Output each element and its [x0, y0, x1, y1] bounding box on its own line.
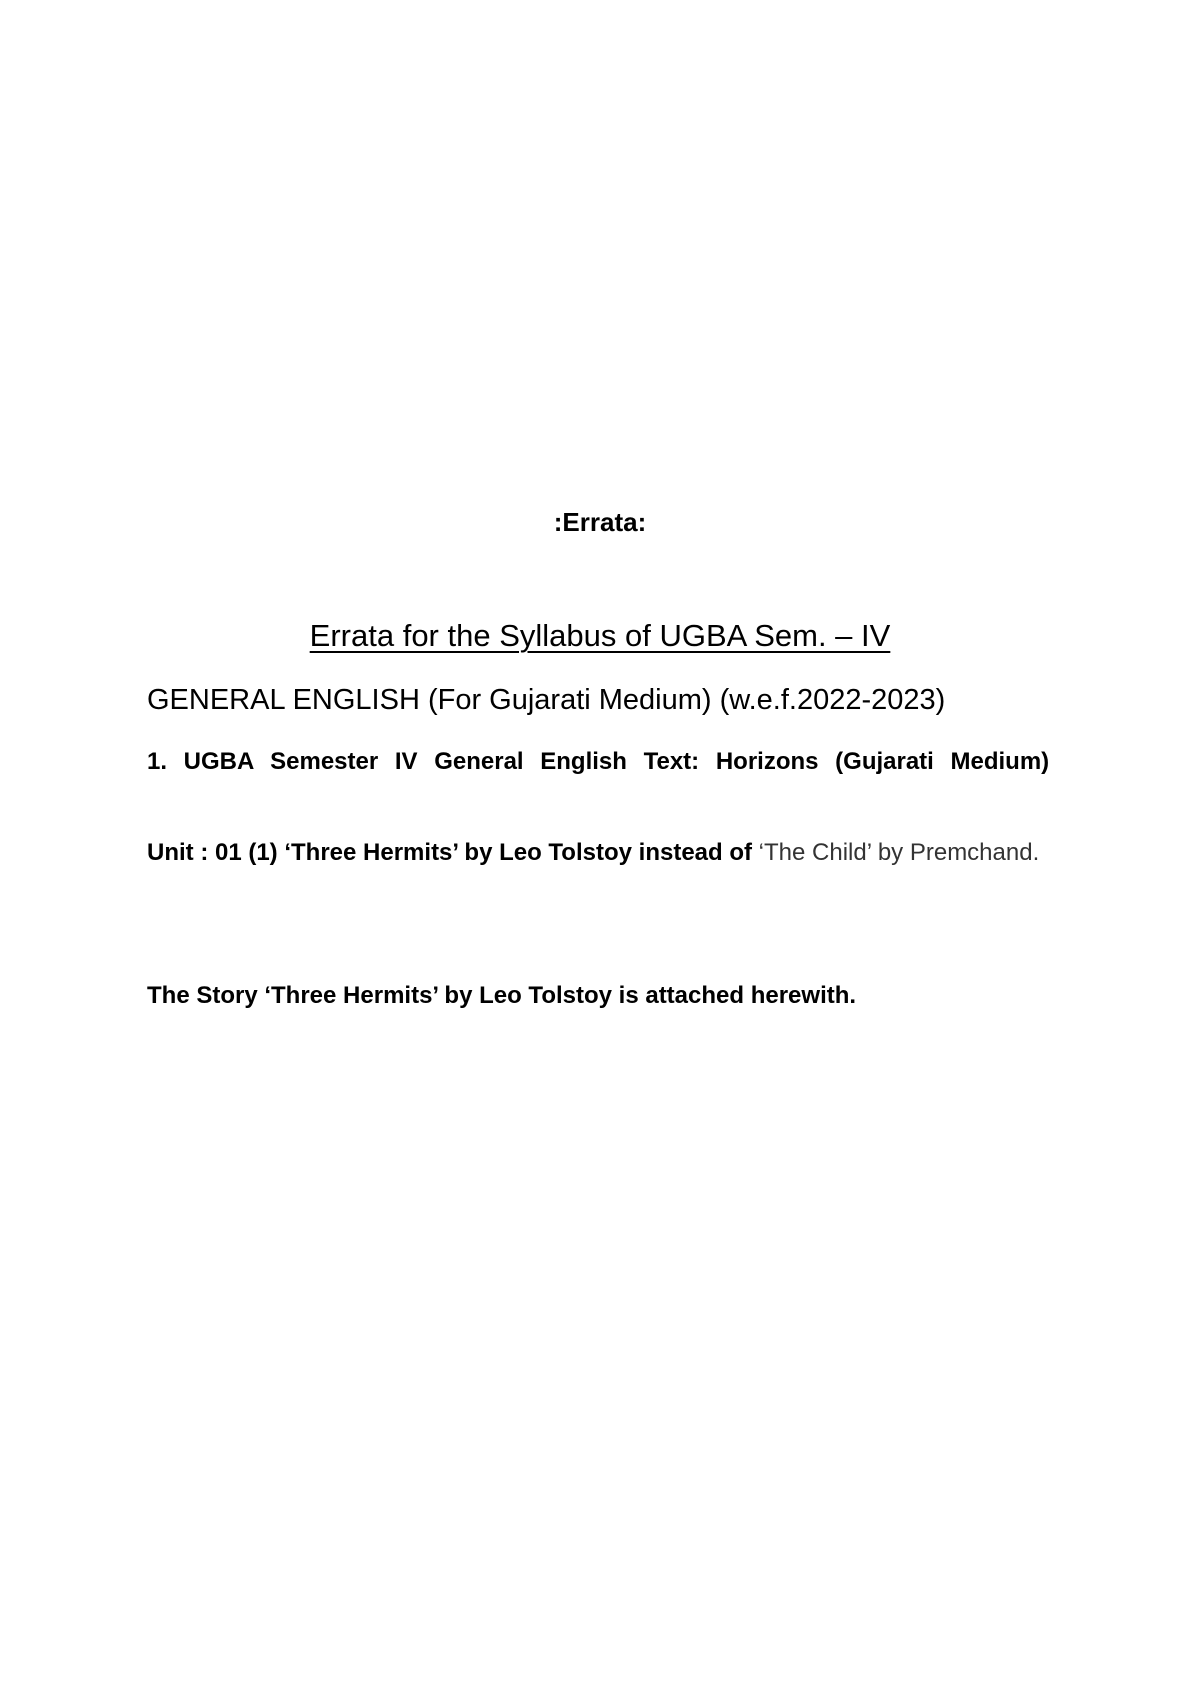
unit-paragraph: [147, 835, 1061, 871]
unit-bold-text: Unit : 01 (1) ‘Three Hermits’ by Leo Tolstoy instead of: [147, 839, 759, 866]
attachment-note: The Story ‘Three Hermits’ by Leo Tolstoy is attached herewith.: [147, 982, 857, 1009]
document-title: Errata for the Syllabus of UGBA Sem. – IV: [309, 618, 891, 653]
unit-replaced-text: ‘The Child’ by Premchand.: [758, 839, 1040, 866]
errata-heading: :Errata:: [553, 507, 647, 537]
document-subtitle: GENERAL ENGLISH (For Gujarati Medium) (w.e.f.2022-2023): [147, 684, 946, 716]
item-1-paragraph: 1. UGBA Semester IV General English Text: Horizons (Gujarati Medium): [147, 748, 1050, 775]
